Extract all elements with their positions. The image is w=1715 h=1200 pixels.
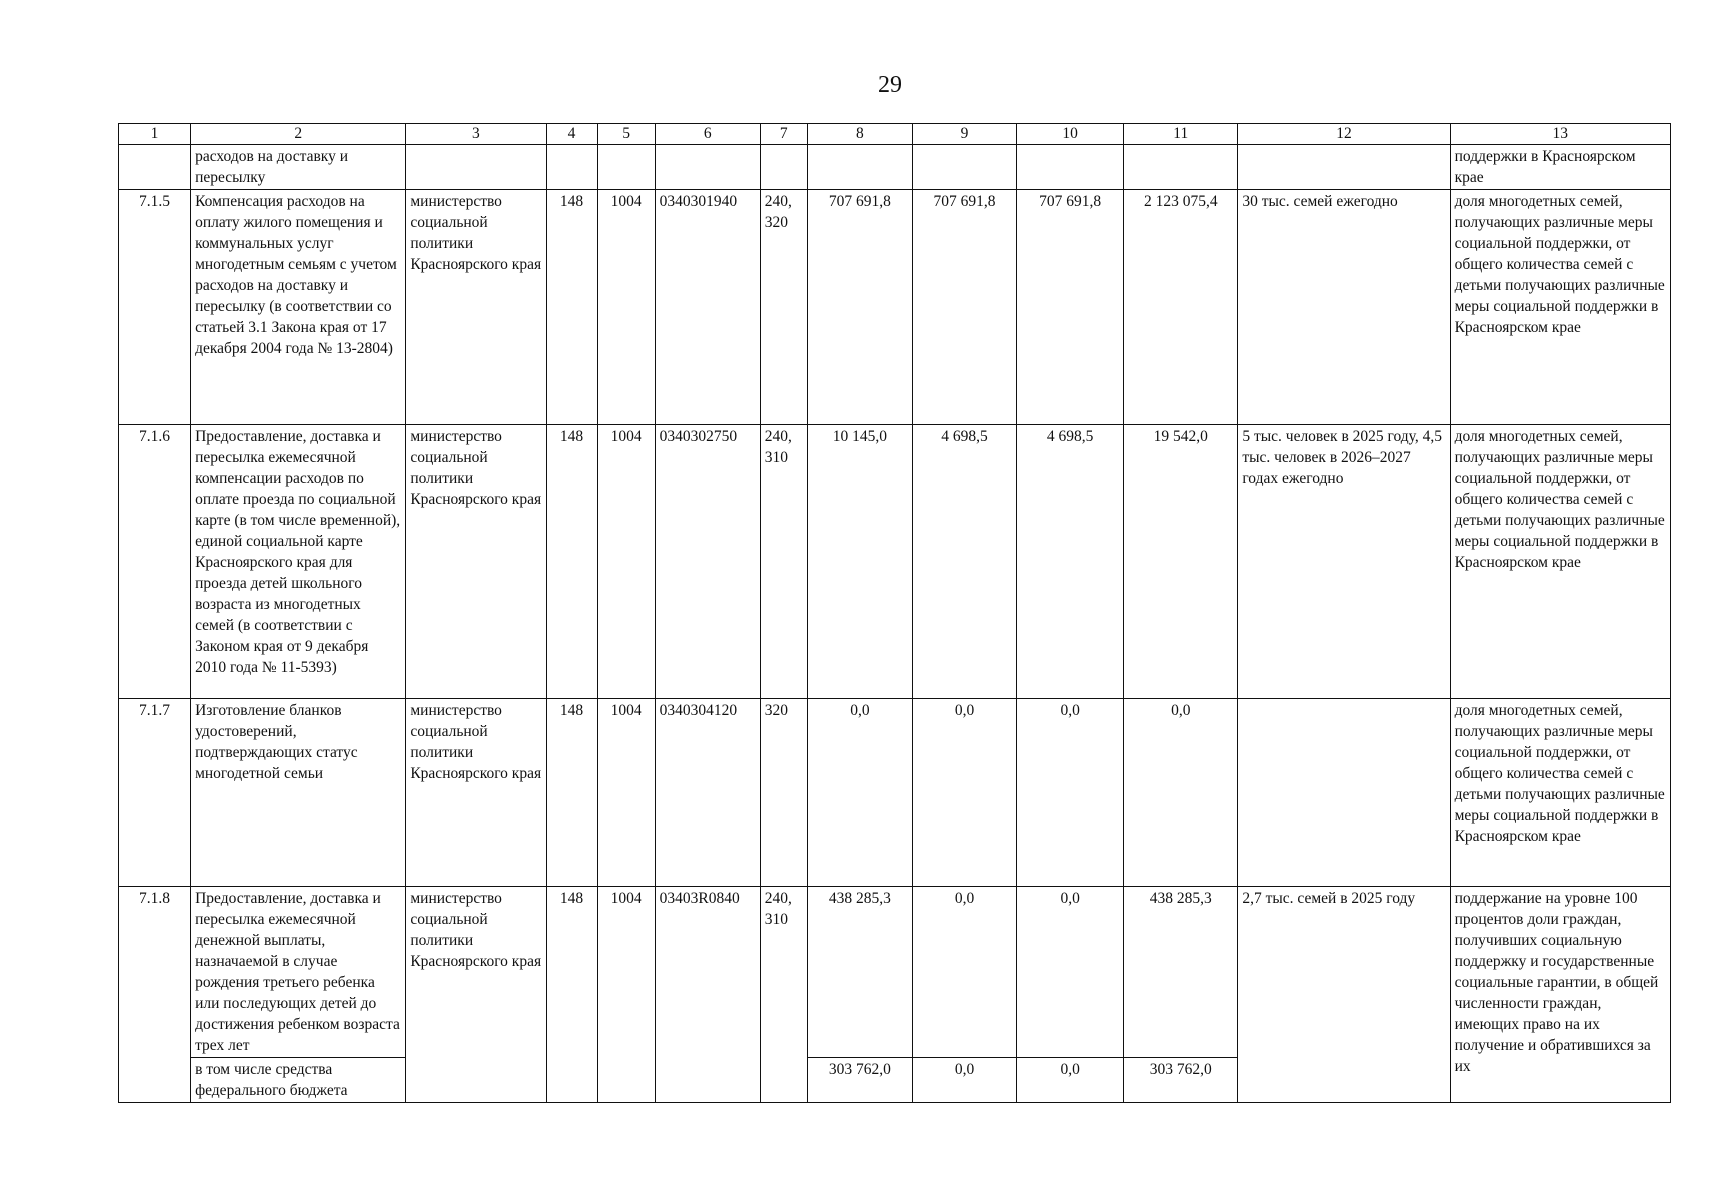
row-c4: 148 xyxy=(546,887,597,1103)
row-c12 xyxy=(1238,699,1450,887)
row-c6: 0340301940 xyxy=(655,190,760,425)
table-row xyxy=(119,190,1671,425)
row-agency: министерство социальной политики Красноярского края xyxy=(406,190,546,425)
row-c6: 0340304120 xyxy=(655,699,760,887)
continuation-indicator: поддержки в Красноярском крае xyxy=(1450,145,1670,190)
row-c7: 240, 320 xyxy=(760,190,807,425)
row-id: 7.1.8 xyxy=(119,887,191,1103)
subrow-name: в том числе средства федерального бюджета xyxy=(191,1058,406,1103)
row-c10: 707 691,8 xyxy=(1017,190,1124,425)
row-c13: поддержание на уровне 100 процентов доли граждан, получивших социальную поддержку и государственные социальные гарантии, в общей численности граждан, имеющих право на их получение и обратившихся за их xyxy=(1450,887,1670,1103)
row-id: 7.1.5 xyxy=(119,190,191,425)
table-row xyxy=(119,887,1671,1058)
row-c12: 2,7 тыс. семей в 2025 году xyxy=(1238,887,1450,1103)
row-c5: 1004 xyxy=(597,887,655,1103)
subrow-c11: 303 762,0 xyxy=(1124,1058,1238,1103)
header-cell: 8 xyxy=(807,124,912,145)
row-agency: министерство социальной политики Красноярского края xyxy=(406,887,546,1103)
row-c11: 0,0 xyxy=(1124,699,1238,887)
row-c6: 03403R0840 xyxy=(655,887,760,1103)
budget-table xyxy=(118,123,1671,1103)
header-cell: 9 xyxy=(912,124,1016,145)
row-c5: 1004 xyxy=(597,699,655,887)
row-agency: министерство социальной политики Красноярского края xyxy=(406,699,546,887)
row-c11: 438 285,3 xyxy=(1124,887,1238,1058)
header-cell: 11 xyxy=(1124,124,1238,145)
row-name: Изготовление бланков удостоверений, подтверждающих статус многодетной семьи xyxy=(191,699,406,887)
row-c9: 0,0 xyxy=(912,887,1016,1058)
row-c9: 0,0 xyxy=(912,699,1016,887)
row-c13: доля многодетных семей, получающих различные меры социальной поддержки, от общего количества семей с детьми получающих различные меры социальной поддержки в Красноярском крае xyxy=(1450,190,1670,425)
row-c11: 2 123 075,4 xyxy=(1124,190,1238,425)
row-c8: 707 691,8 xyxy=(807,190,912,425)
row-c10: 4 698,5 xyxy=(1017,425,1124,699)
row-c12: 5 тыс. человек в 2025 году, 4,5 тыс. человек в 2026–2027 годах ежегодно xyxy=(1238,425,1450,699)
column-number-header xyxy=(119,124,1671,145)
header-cell: 1 xyxy=(119,124,191,145)
row-c10: 0,0 xyxy=(1017,699,1124,887)
row-c5: 1004 xyxy=(597,190,655,425)
subrow-c10: 0,0 xyxy=(1017,1058,1124,1103)
row-c13: доля многодетных семей, получающих различные меры социальной поддержки, от общего количества семей с детьми получающих различные меры социальной поддержки в Красноярском крае xyxy=(1450,699,1670,887)
row-c11: 19 542,0 xyxy=(1124,425,1238,699)
row-c4: 148 xyxy=(546,190,597,425)
header-cell: 12 xyxy=(1238,124,1450,145)
row-name: Предоставление, доставка и пересылка ежемесячной компенсации расходов по оплате проезда по социальной карте (в том числе временной), единой социальной карте Красноярского края для проезда детей школьного возраста из многодетных семей (в соответствии с Законом края от 9 декабря 2010 года № 11-5393) xyxy=(191,425,406,699)
row-c13: доля многодетных семей, получающих различные меры социальной поддержки, от общего количества семей с детьми получающих различные меры социальной поддержки в Красноярском крае xyxy=(1450,425,1670,699)
row-c4: 148 xyxy=(546,425,597,699)
row-c7: 240, 310 xyxy=(760,425,807,699)
continuation-name: расходов на доставку и пересылку xyxy=(191,145,406,190)
header-cell: 6 xyxy=(655,124,760,145)
row-name: Компенсация расходов на оплату жилого помещения и коммунальных услуг многодетным семьям с учетом расходов на доставку и пересылку (в соответствии со статьей 3.1 Закона края от 17 декабря 2004 года № 13-2804) xyxy=(191,190,406,425)
row-c8: 10 145,0 xyxy=(807,425,912,699)
row-c8: 0,0 xyxy=(807,699,912,887)
row-c4: 148 xyxy=(546,699,597,887)
row-c7: 240, 310 xyxy=(760,887,807,1103)
row-c12: 30 тыс. семей ежегодно xyxy=(1238,190,1450,425)
table-row xyxy=(119,699,1671,887)
row-name: Предоставление, доставка и пересылка ежемесячной денежной выплаты, назначаемой в случае рождения третьего ребенка или последующих детей до достижения ребенком возраста трех лет xyxy=(191,887,406,1058)
header-cell: 5 xyxy=(597,124,655,145)
row-c5: 1004 xyxy=(597,425,655,699)
subrow-c8: 303 762,0 xyxy=(807,1058,912,1103)
row-agency: министерство социальной политики Красноярского края xyxy=(406,425,546,699)
continuation-row xyxy=(119,145,1671,190)
row-c9: 707 691,8 xyxy=(912,190,1016,425)
subrow-c9: 0,0 xyxy=(912,1058,1016,1103)
row-id: 7.1.7 xyxy=(119,699,191,887)
row-c10: 0,0 xyxy=(1017,887,1124,1058)
header-cell: 13 xyxy=(1450,124,1670,145)
header-cell: 7 xyxy=(760,124,807,145)
header-cell: 4 xyxy=(546,124,597,145)
header-cell: 3 xyxy=(406,124,546,145)
row-c6: 0340302750 xyxy=(655,425,760,699)
page-number: 29 xyxy=(878,72,902,98)
row-c8: 438 285,3 xyxy=(807,887,912,1058)
header-cell: 2 xyxy=(191,124,406,145)
row-id: 7.1.6 xyxy=(119,425,191,699)
table-row xyxy=(119,425,1671,699)
row-c7: 320 xyxy=(760,699,807,887)
row-c9: 4 698,5 xyxy=(912,425,1016,699)
header-cell: 10 xyxy=(1017,124,1124,145)
